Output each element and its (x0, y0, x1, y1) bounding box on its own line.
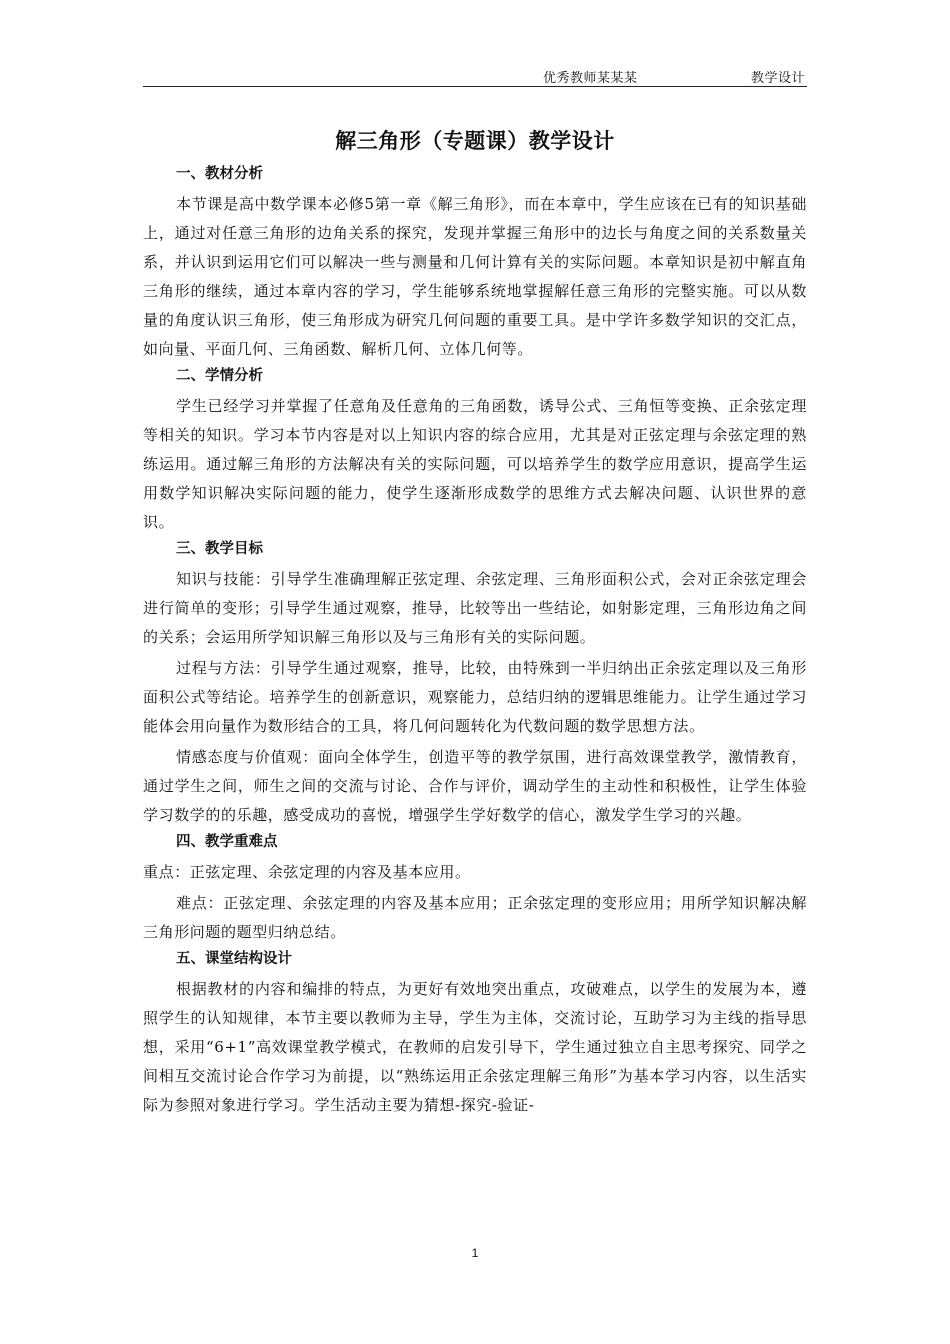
section-student-analysis (143, 366, 807, 537)
section-heading: 一、教材分析 (176, 166, 263, 182)
section-heading: 五、课堂结构设计 (176, 951, 292, 967)
section-teaching-goals (143, 539, 807, 830)
section-key-difficult-points (143, 832, 807, 947)
document-title: 解三角形（专题课）教学设计 (335, 129, 615, 153)
paragraph: 学生已经学习并掌握了任意角及任意角的三角函数，诱导公式、三角恒等变换、正余弦定理等相关的知识。学习本节内容是对以上知识内容的综合应用，尤其是对正弦定理与余弦定理的熟练运用。通过解三角形的方法解决有关的实际问题，可以培养学生的数学应用意识，提高学生运用数学知识解决实际问题的能力，使学生逐渐形成数学的思维方式去解决问题、认识世界的意识。 (143, 397, 807, 531)
page-header (143, 66, 807, 87)
paragraph: 根据教材的内容和编排的特点，为更好有效地突出重点，攻破难点，以学生的发展为本，遵照学生的认知规律，本节主要以教师为主导，学生为主体，交流讨论，互助学习为主线的指导思想，采用“6+1”高效课堂教学模式，在教师的启发引导下，学生通过独立自主思考探究、同学之间相互交流讨论合作学习为前提，以“熟练运用正余弦定理解三角形”为基本学习内容，以生活实际为参照对象进行学习。学生活动主要为猜想-探究-验证- (143, 980, 807, 1114)
paragraph: 知识与技能：引导学生准确理解正弦定理、余弦定理、三角形面积公式，会对正余弦定理会进行简单的变形；引导学生通过观察，推导，比较等出一些结论，如射影定理，三角形边角之间的关系；会运用所学知识解三角形以及与三角形有关的实际问题。 (143, 570, 807, 646)
paragraph: 情感态度与价值观：面向全体学生，创造平等的教学氛围，进行高效课堂教学，激情教育，通过学生之间，师生之间的交流与讨论、合作与评价，调动学生的主动性和积极性，让学生体验学习数学的的乐趣，感受成功的喜悦，增强学生学好数学的信心，激发学生学习的兴趣。 (143, 748, 807, 824)
paragraph: 过程与方法：引导学生通过观察，推导，比较，由特殊到一半归纳出正余弦定理以及三角形面积公式等结论。培养学生的创新意识，观察能力，总结归纳的逻辑思维能力。让学生通过学习能体会用向量作为数形结合的工具，将几何问题转化为代数问题的数学思想方法。 (143, 659, 807, 735)
section-textbook-analysis (143, 164, 807, 364)
section-heading: 四、教学重难点 (176, 834, 278, 850)
header-author: 优秀教师某某某 (543, 71, 638, 86)
paragraph: 本节课是高中数学课本必修5第一章《解三角形》，而在本章中，学生应该在已有的知识基础上，通过对任意三角形的边角关系的探究，发现并掌握三角形中的边长与角度之间的关系数量关系，并认识到运用它们可以解决一些与测量和几何计算有关的实际问题。本章知识是初中解直角三角形的继续，通过本章内容的学习，学生能够系统地掌握解任意三角形的完整实施。可以从数量的角度认识三角形，使三角形成为研究几何问题的重要工具。是中学许多数学知识的交汇点，如向量、平面几何、三角函数、解析几何、立体几何等。 (143, 195, 807, 358)
key-point-paragraph: 重点：正弦定理、余弦定理的内容及基本应用。 (143, 863, 471, 881)
header-doc-type: 教学设计 (750, 71, 805, 86)
section-heading: 二、学情分析 (176, 368, 263, 384)
section-heading: 三、教学目标 (176, 541, 263, 557)
section-class-structure (143, 949, 807, 1120)
document-body (143, 126, 807, 1122)
paragraph: 难点：正弦定理、余弦定理的内容及基本应用；正余弦定理的变形应用；用所学知识解决解三角形问题的题型归纳总结。 (143, 894, 807, 941)
page-number: 1 (471, 1246, 479, 1260)
